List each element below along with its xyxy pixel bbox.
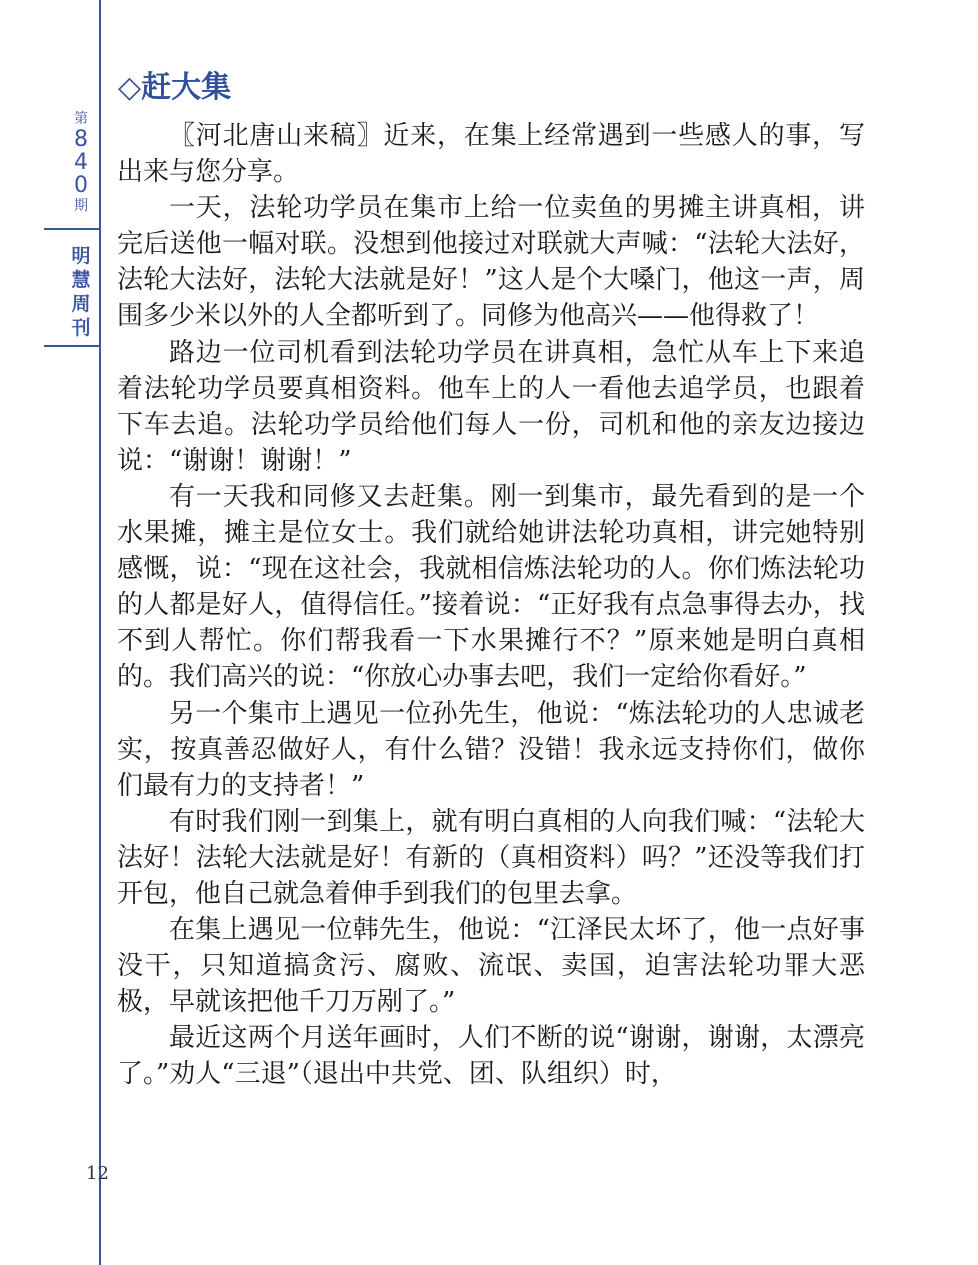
article-title: ◇赶大集 — [118, 70, 232, 105]
magazine-char: 刊 — [71, 317, 91, 339]
magazine-name — [62, 244, 100, 340]
sidebar-divider-top — [44, 228, 100, 230]
article-paragraph: 有时我们刚一到集上，就有明白真相的人向我们喊：“法轮大法好！法轮大法就是好！有新的（真相资料）吗？”还没等我们打开包，他自己就急着伸手到我们的包里去拿。 — [117, 806, 865, 909]
article-body — [117, 118, 865, 1093]
issue-digit: 4 — [74, 150, 88, 175]
sidebar-divider-bottom — [44, 345, 100, 347]
article-paragraph: 一天，法轮功学员在集市上给一位卖鱼的男摊主讲真相，讲完后送他一幅对联。没想到他接过对联就大声喊：“法轮大法好，法轮大法好，法轮大法就是好！”这人是个大嗓门，他这一声，周围多少米以外的人全都听到了。同修为他高兴——他得救了！ — [117, 193, 865, 332]
page-number: 12 — [86, 1163, 109, 1184]
article-paragraph: 〖河北唐山来稿〗近来，在集上经常遇到一些感人的事，写出来与您分享。 — [117, 121, 865, 188]
issue-suffix: 期 — [74, 198, 88, 214]
magazine-char: 慧 — [71, 269, 91, 291]
article-paragraph: 有一天我和同修又去赶集。刚一到集市，最先看到的是一个水果摊，摊主是位女士。我们就给她讲法轮功真相，讲完她特别感慨，说：“现在这社会，我就相信炼法轮功的人。你们炼法轮功的人都是好人，值得信任。”接着说：“正好我有点急事得去办，找不到人帮忙。你们帮我看一下水果摊行不？”原来她是明白真相的。我们高兴的说：“你放心办事去吧，我们一定给你看好。” — [117, 481, 865, 693]
article-paragraph: 最近这两个月送年画时，人们不断的说“谢谢，谢谢，太漂亮了。”劝人“三退”（退出中共党、团、队组织）时， — [117, 1023, 865, 1090]
issue-digit: 8 — [74, 127, 88, 152]
article-paragraph: 在集上遇见一位韩先生，他说：“江泽民太坏了，他一点好事没干，只知道搞贪污、腐败、流氓、卖国，迫害法轮功罪大恶极，早就该把他千刀万剐了。” — [117, 915, 865, 1018]
issue-digit: 0 — [74, 173, 88, 198]
article-paragraph: 另一个集市上遇见一位孙先生，他说：“炼法轮功的人忠诚老实，按真善忍做好人，有什么错？没错！我永远支持你们，做你们最有力的支持者！” — [117, 698, 865, 801]
issue-prefix: 第 — [74, 111, 88, 127]
magazine-char: 周 — [71, 293, 91, 315]
article-paragraph: 路边一位司机看到法轮功学员在讲真相，急忙从车上下来追着法轮功学员要真相资料。他车上的人一看他去追学员，也跟着下车去追。法轮功学员给他们每人一份，司机和他的亲友边接边说：“谢谢！谢谢！” — [117, 337, 865, 476]
magazine-char: 明 — [71, 245, 91, 267]
issue-number — [62, 110, 100, 215]
